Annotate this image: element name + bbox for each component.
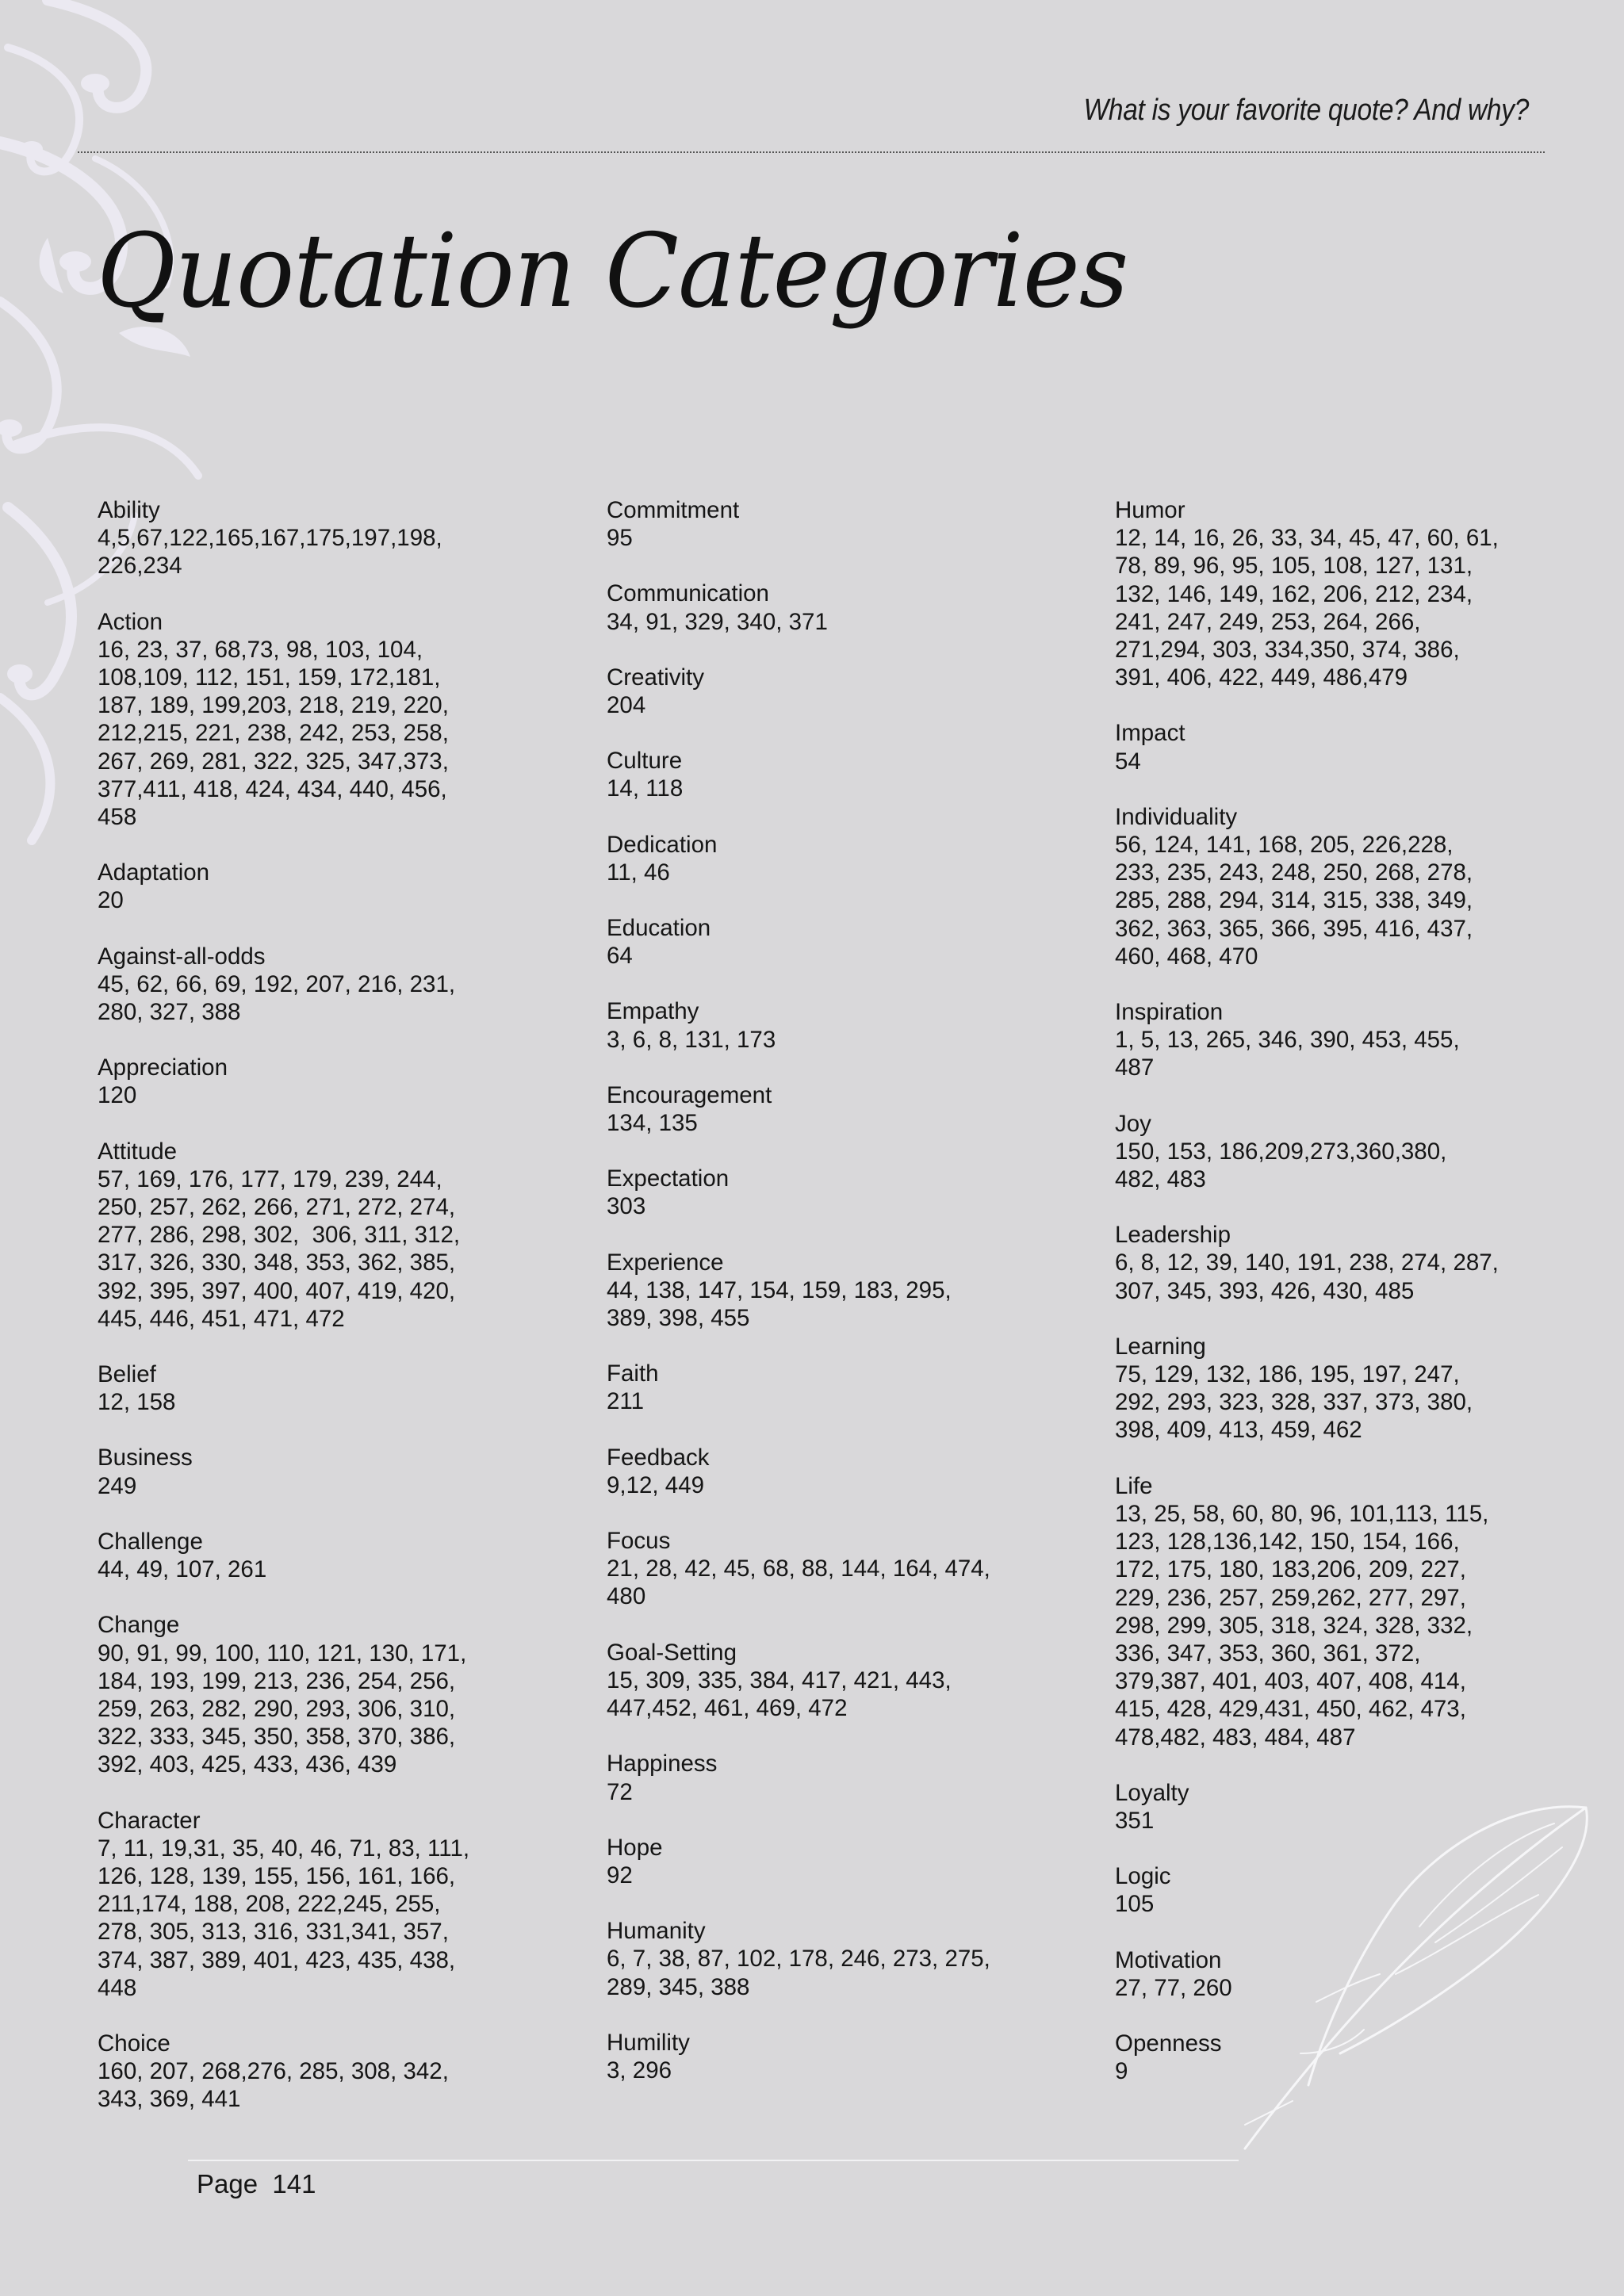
- category-page-list: 44, 138, 147, 154, 159, 183, 295, 389, 398, 455: [607, 1276, 952, 1332]
- category-entry: [607, 1360, 1051, 1415]
- category-page-list: 204: [607, 692, 646, 719]
- category-entry: [1115, 2030, 1559, 2085]
- category-page-list: 56, 124, 141, 168, 205, 226,228, 233, 235, 243, 248, 250, 268, 278, 285, 288, 294, 314, 315, 338, 349, 362, 363, 365, 366, 395, 416, 437, 460, 468, 470: [1115, 832, 1473, 970]
- category-name: Motivation: [1115, 1946, 1222, 1973]
- category-page-list: 13, 25, 58, 60, 80, 96, 101,113, 115, 123, 128,136,142, 150, 154, 166, 172, 175, 180, 183,206, 209, 227, 229, 236, 257, 259,262, 277, 297, 298, 299, 305, 318, 324, 328, 332, 336, 347, 353, 360, 361, 372, 379,387, 401, 403, 407, 408, 414, 415, 428, 429,431, 450, 462, 473, 478,482, 483, 484, 487: [1115, 1500, 1489, 1751]
- category-name: Ability: [98, 497, 160, 523]
- category-entry: [1115, 1333, 1559, 1445]
- category-page-list: 44, 49, 107, 261: [98, 1556, 267, 1583]
- category-name: Goal-Setting: [607, 1639, 737, 1666]
- category-name: Appreciation: [98, 1054, 228, 1081]
- category-name: Commitment: [607, 497, 740, 523]
- category-page-list: 57, 169, 176, 177, 179, 239, 244, 250, 257, 262, 266, 271, 272, 274, 277, 286, 298, 302, 306, 311, 312, 317, 326, 330, 348, 353, 362, 385, 392, 395, 397, 400, 407, 419, 420, 445, 446, 451, 471, 472: [98, 1165, 461, 1332]
- category-page-list: 34, 91, 329, 340, 371: [607, 608, 828, 635]
- category-page-list: 9,12, 449: [607, 1471, 705, 1498]
- category-page-list: 12, 158: [98, 1389, 176, 1416]
- category-name: Joy: [1115, 1110, 1151, 1137]
- category-page-list: 150, 153, 186,209,273,360,380, 482, 483: [1115, 1138, 1447, 1193]
- category-name: Feedback: [607, 1444, 710, 1471]
- category-entry: [98, 2030, 542, 2114]
- category-entry: [1115, 803, 1559, 970]
- category-entry: [607, 914, 1051, 970]
- category-entry: [1115, 1946, 1559, 2002]
- category-entry: [98, 1528, 542, 1583]
- category-entry: [98, 1360, 542, 1416]
- category-entry: [1115, 998, 1559, 1082]
- category-entry: [607, 997, 1051, 1053]
- category-entry: [607, 1081, 1051, 1137]
- category-column-1: [98, 496, 542, 2141]
- category-entry: [607, 831, 1051, 886]
- category-name: Openness: [1115, 2030, 1222, 2057]
- footer-divider: [188, 2160, 1239, 2161]
- category-page-list: 16, 23, 37, 68,73, 98, 103, 104, 108,109, 112, 151, 159, 172,181, 187, 189, 199,203, 218, 219, 220, 212,215, 221, 238, 242, 253, 258, 267, 269, 281, 322, 325, 347,373, 377,411, 418, 424, 434, 440, 456, 458: [98, 636, 449, 831]
- category-page-list: 75, 129, 132, 186, 195, 197, 247, 292, 293, 323, 328, 337, 373, 380, 398, 409, 413, 459, 462: [1115, 1361, 1473, 1444]
- category-entry: [98, 1807, 542, 2002]
- category-name: Creativity: [607, 664, 704, 691]
- category-page-list: 3, 296: [607, 2057, 672, 2084]
- category-entry: [98, 496, 542, 580]
- category-page-list: 72: [607, 1778, 633, 1805]
- category-entry: [1115, 496, 1559, 691]
- category-page-list: 64: [607, 943, 633, 970]
- category-page-list: 120: [98, 1082, 137, 1109]
- category-entry: [1115, 1779, 1559, 1835]
- category-entry: [607, 1639, 1051, 1723]
- category-name: Experience: [607, 1249, 724, 1276]
- category-entry: [607, 1165, 1051, 1220]
- header-question: What is your favorite quote? And why?: [1083, 94, 1529, 127]
- category-name: Hope: [607, 1834, 663, 1861]
- category-page-list: 12, 14, 16, 26, 33, 34, 45, 47, 60, 61, 78, 89, 96, 95, 105, 108, 127, 131, 132, 146, 149, 162, 206, 212, 234, 241, 247, 249, 253, 264, 266, 271,294, 303, 334,350, 374, 386, 391, 406, 422, 449, 486,479: [1115, 525, 1499, 691]
- page-number: Page 141: [197, 2169, 316, 2198]
- category-entry: [607, 1834, 1051, 1889]
- category-entry: [98, 608, 542, 832]
- category-name: Culture: [607, 748, 683, 775]
- category-page-list: 134, 135: [607, 1110, 698, 1137]
- category-name: Life: [1115, 1472, 1153, 1499]
- category-page-list: 54: [1115, 748, 1141, 775]
- category-entry: [1115, 1862, 1559, 1918]
- category-page-list: 6, 7, 38, 87, 102, 178, 246, 273, 275, 289, 345, 388: [607, 1946, 990, 2000]
- category-page-list: 4,5,67,122,165,167,175,197,198, 226,234: [98, 525, 442, 580]
- category-name: Humility: [607, 2029, 690, 2056]
- category-entry: [98, 1138, 542, 1333]
- category-page-list: 9: [1115, 2058, 1128, 2085]
- category-entry: [98, 1444, 542, 1499]
- category-entry: [1115, 719, 1559, 775]
- category-name: Communication: [607, 580, 769, 607]
- category-page-list: 21, 28, 42, 45, 68, 88, 144, 164, 474, 480: [607, 1556, 990, 1610]
- category-page-list: 45, 62, 66, 69, 192, 207, 216, 231, 280, 327, 388: [98, 970, 456, 1026]
- category-name: Learning: [1115, 1333, 1206, 1360]
- category-entry: [98, 1611, 542, 1778]
- category-page-list: 6, 8, 12, 39, 140, 191, 238, 274, 287, 307, 345, 393, 426, 430, 485: [1115, 1249, 1499, 1304]
- category-page-list: 20: [98, 887, 124, 914]
- category-name: Empathy: [607, 998, 699, 1025]
- category-entry: [607, 1527, 1051, 1611]
- category-entry: [607, 580, 1051, 635]
- category-name: Education: [607, 915, 711, 942]
- category-name: Happiness: [607, 1751, 718, 1777]
- category-page-list: 1, 5, 13, 265, 346, 390, 453, 455, 487: [1115, 1027, 1460, 1081]
- category-page-list: 351: [1115, 1807, 1155, 1834]
- category-name: Humanity: [607, 1918, 706, 1945]
- category-page-list: 92: [607, 1862, 633, 1888]
- category-entry: [1115, 1110, 1559, 1194]
- category-name: Humor: [1115, 497, 1185, 523]
- category-name: Business: [98, 1445, 193, 1471]
- category-page-list: 27, 77, 260: [1115, 1974, 1232, 2001]
- category-page-list: 11, 46: [607, 859, 670, 886]
- category-entry: [98, 943, 542, 1027]
- category-name: Dedication: [607, 831, 718, 858]
- category-page-list: 211: [607, 1388, 645, 1415]
- category-name: Leadership: [1115, 1222, 1231, 1249]
- category-name: Loyalty: [1115, 1779, 1189, 1806]
- category-name: Change: [98, 1612, 180, 1639]
- category-name: Individuality: [1115, 803, 1238, 830]
- category-name: Encouragement: [607, 1081, 772, 1108]
- category-name: Adaptation: [98, 859, 210, 886]
- category-name: Inspiration: [1115, 999, 1224, 1026]
- category-entry: [607, 1249, 1051, 1333]
- category-name: Against-all-odds: [98, 943, 266, 970]
- category-name: Faith: [607, 1360, 659, 1387]
- header-divider: [78, 151, 1545, 153]
- page-title: Quotation Categories: [97, 212, 1128, 331]
- category-column-3: [1115, 496, 1559, 2113]
- category-name: Character: [98, 1807, 201, 1834]
- category-name: Expectation: [607, 1165, 730, 1192]
- category-entry: [98, 859, 542, 914]
- category-name: Impact: [1115, 720, 1185, 747]
- category-entry: [607, 664, 1051, 719]
- category-name: Logic: [1115, 1863, 1171, 1890]
- category-name: Belief: [98, 1361, 156, 1388]
- category-entry: [1115, 1472, 1559, 1751]
- category-entry: [607, 1444, 1051, 1499]
- category-page-list: 7, 11, 19,31, 35, 40, 46, 71, 83, 111, 126, 128, 139, 155, 156, 161, 166, 211,174, 188, 208, 222,245, 255, 278, 305, 313, 316, 331,341, 357, 374, 387, 389, 401, 423, 435, 438, 448: [98, 1835, 470, 2001]
- category-entry: [1115, 1221, 1559, 1305]
- category-name: Challenge: [98, 1528, 203, 1555]
- category-page-list: 3, 6, 8, 131, 173: [607, 1026, 776, 1053]
- category-entry: [607, 2029, 1051, 2084]
- category-entry: [607, 747, 1051, 802]
- category-entry: [98, 1054, 542, 1109]
- category-page-list: 160, 207, 268,276, 285, 308, 342, 343, 369, 441: [98, 2058, 449, 2113]
- category-entry: [607, 1917, 1051, 2001]
- category-page-list: 303: [607, 1193, 646, 1220]
- category-page-list: 105: [1115, 1891, 1155, 1918]
- category-name: Action: [98, 608, 163, 635]
- category-page-list: 249: [98, 1472, 137, 1499]
- category-name: Attitude: [98, 1138, 178, 1165]
- category-entry: [607, 496, 1051, 552]
- category-page-list: 14, 118: [607, 775, 684, 802]
- category-page-list: 15, 309, 335, 384, 417, 421, 443, 447,452, 461, 469, 472: [607, 1667, 952, 1722]
- category-name: Choice: [98, 2030, 170, 2057]
- category-page-list: 95: [607, 525, 633, 552]
- category-page-list: 90, 91, 99, 100, 110, 121, 130, 171, 184, 193, 199, 213, 236, 254, 256, 259, 263, 282, 290, 293, 306, 310, 322, 333, 345, 350, 358, 370, 386, 392, 403, 425, 433, 436, 439: [98, 1640, 467, 1778]
- category-column-2: [607, 496, 1051, 2112]
- category-name: Focus: [607, 1528, 671, 1555]
- category-entry: [607, 1750, 1051, 1805]
